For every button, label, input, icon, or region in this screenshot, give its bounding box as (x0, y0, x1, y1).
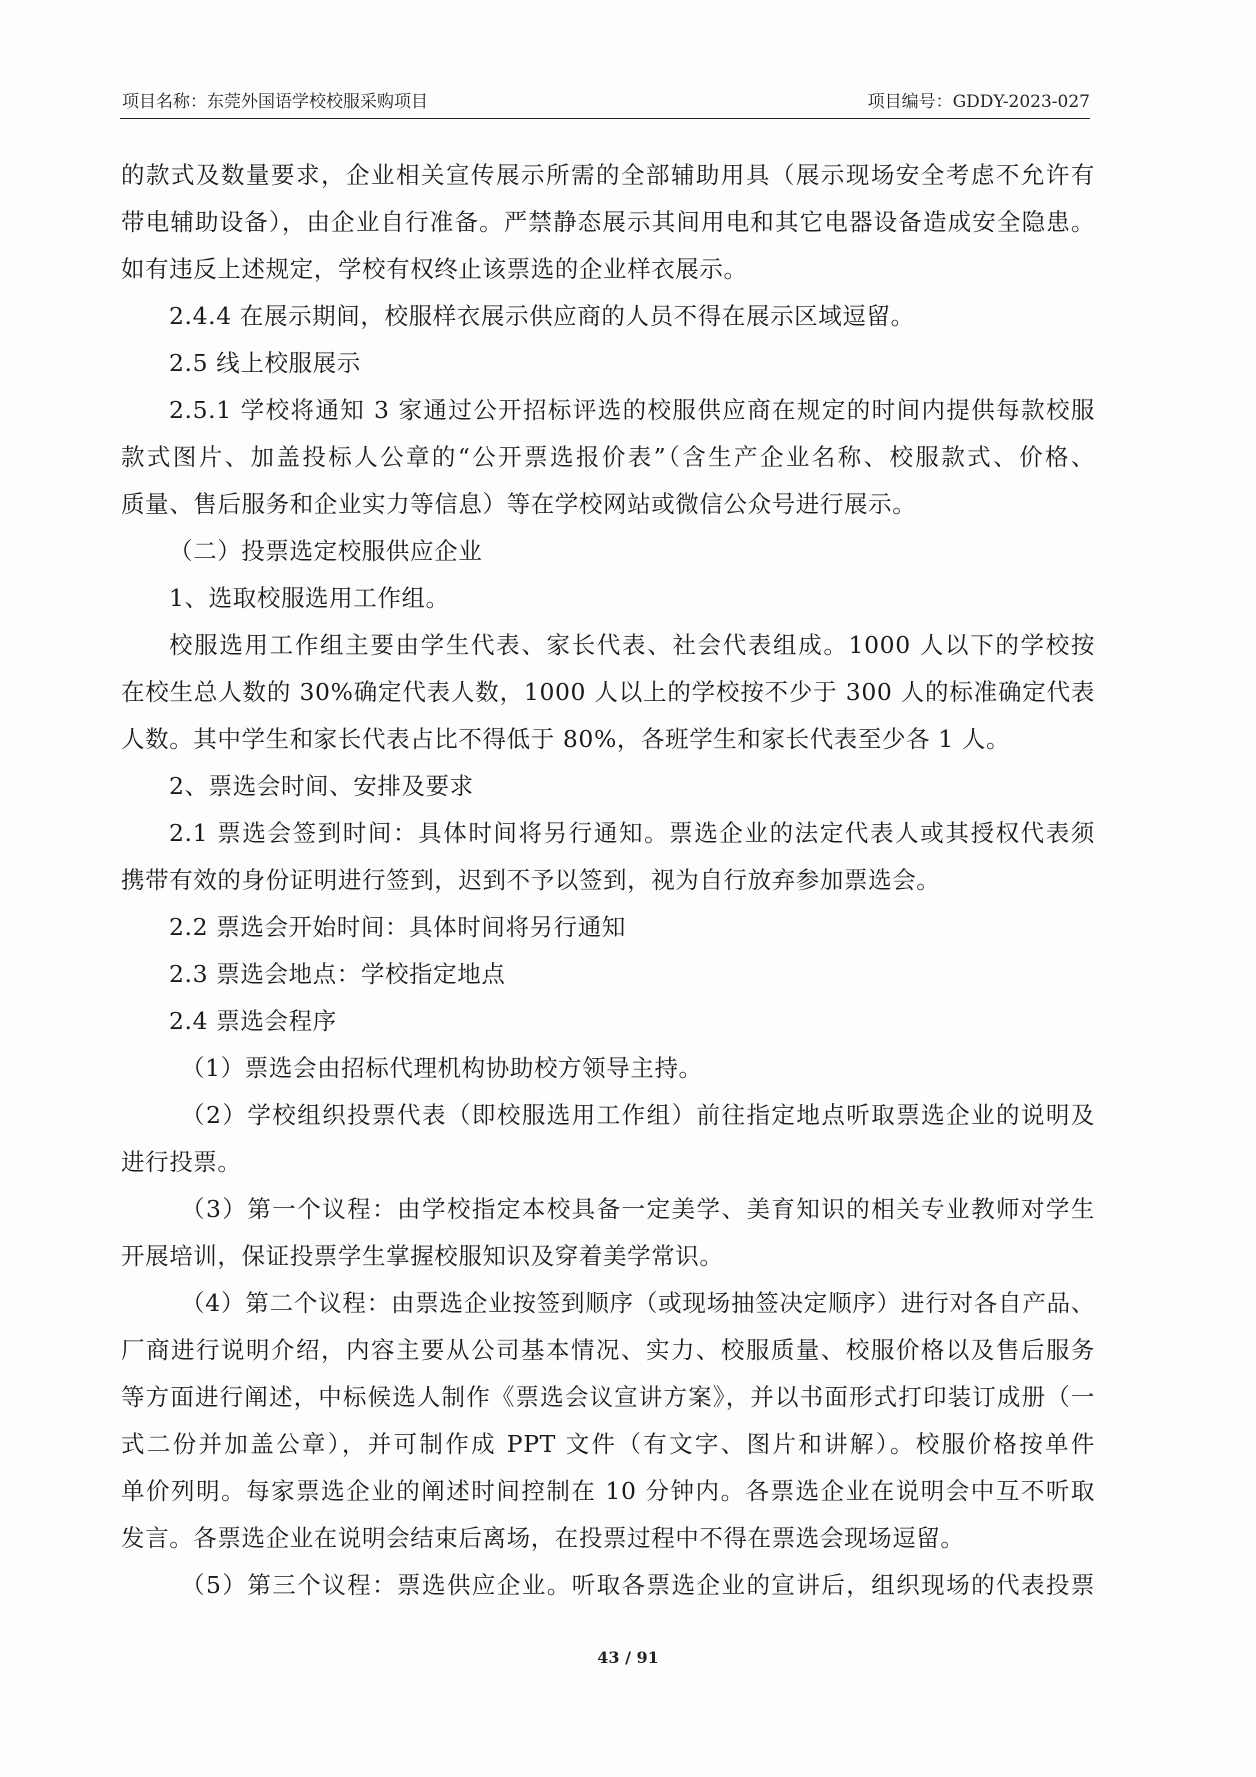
text-line: 进行投票。 (121, 1148, 242, 1176)
text-line: 2.2 票选会开始时间：具体时间将另行通知 (169, 913, 626, 941)
text-line: 等方面进行阐述，中标候选人制作《票选会议宣讲方案》，并以书面形式打印装订成册（一 (121, 1383, 1095, 1411)
text-line: 2.1 票选会签到时间：具体时间将另行通知。票选企业的法定代表人或其授权代表须 (169, 819, 1095, 847)
text-line: 质量、售后服务和企业实力等信息）等在学校网站或微信公众号进行展示。 (121, 490, 917, 518)
text-line: 的款式及数量要求，企业相关宣传展示所需的全部辅助用具（展示现场安全考虑不允许有 (121, 161, 1095, 189)
text-line: 发言。各票选企业在说明会结束后离场，在投票过程中不得在票选会现场逗留。 (121, 1524, 965, 1552)
text-line: 2.5.1 学校将通知 3 家通过公开招标评选的校服供应商在规定的时间内提供每款校服 (169, 396, 1095, 424)
text-line: 2、票选会时间、安排及要求 (169, 772, 474, 800)
text-line: 2.4 票选会程序 (169, 1007, 337, 1035)
text-line: 2.3 票选会地点：学校指定地点 (169, 960, 506, 988)
text-line: 带电辅助设备），由企业自行准备。严禁静态展示其间用电和其它电器设备造成安全隐患。 (121, 208, 1095, 236)
text-line: 式二份并加盖公章），并可制作成 PPT 文件（有文字、图片和讲解）。校服价格按单件 (121, 1430, 1095, 1458)
text-line: 2.4.4 在展示期间，校服样衣展示供应商的人员不得在展示区域逗留。 (169, 302, 915, 330)
text-line: （1）票选会由招标代理机构协助校方领导主持。 (181, 1054, 703, 1082)
text-line: （3）第一个议程：由学校指定本校具备一定美学、美育知识的相关专业教师对学生 (181, 1195, 1095, 1223)
text-line: 款式图片、加盖投标人公章的“公开票选报价表”（含生产企业名称、校服款式、价格、 (121, 443, 1095, 471)
text-line: 携带有效的身份证明进行签到，迟到不予以签到，视为自行放弃参加票选会。 (121, 866, 941, 894)
text-line: 2.5 线上校服展示 (169, 349, 361, 377)
document-body (121, 152, 1095, 1609)
text-line: 如有违反上述规定，学校有权终止该票选的企业样衣展示。 (121, 255, 748, 283)
project-number: 项目编号：GDDY-2023-027 (867, 92, 1090, 112)
project-name: 项目名称：东莞外国语学校校服采购项目 (122, 92, 428, 112)
text-line: 校服选用工作组主要由学生代表、家长代表、社会代表组成。1000 人以下的学校按 (169, 631, 1095, 659)
text-line: （4）第二个议程：由票选企业按签到顺序（或现场抽签决定顺序）进行对各自产品、 (181, 1289, 1095, 1317)
text-line: （5）第三个议程：票选供应企业。听取各票选企业的宣讲后，组织现场的代表投票 (181, 1571, 1095, 1599)
text-line: （2）学校组织投票代表（即校服选用工作组）前往指定地点听取票选企业的说明及 (181, 1101, 1095, 1129)
text-line: 单价列明。每家票选企业的阐述时间控制在 10 分钟内。各票选企业在说明会中互不听取 (121, 1477, 1095, 1505)
text-line: 开展培训，保证投票学生掌握校服知识及穿着美学常识。 (121, 1242, 724, 1270)
text-line: 1、选取校服选用工作组。 (169, 584, 450, 612)
page-header (120, 86, 1090, 119)
text-line: 厂商进行说明介绍，内容主要从公司基本情况、实力、校服质量、校服价格以及售后服务 (121, 1336, 1095, 1364)
page-number: 43 / 91 (597, 1648, 659, 1667)
text-line: 在校生总人数的 30%确定代表人数，1000 人以上的学校按不少于 300 人的标准确定代表 (121, 678, 1095, 706)
text-line: （二）投票选定校服供应企业 (169, 537, 483, 565)
text-line: 人数。其中学生和家长代表占比不得低于 80%，各班学生和家长代表至少各 1 人。 (121, 725, 1011, 753)
